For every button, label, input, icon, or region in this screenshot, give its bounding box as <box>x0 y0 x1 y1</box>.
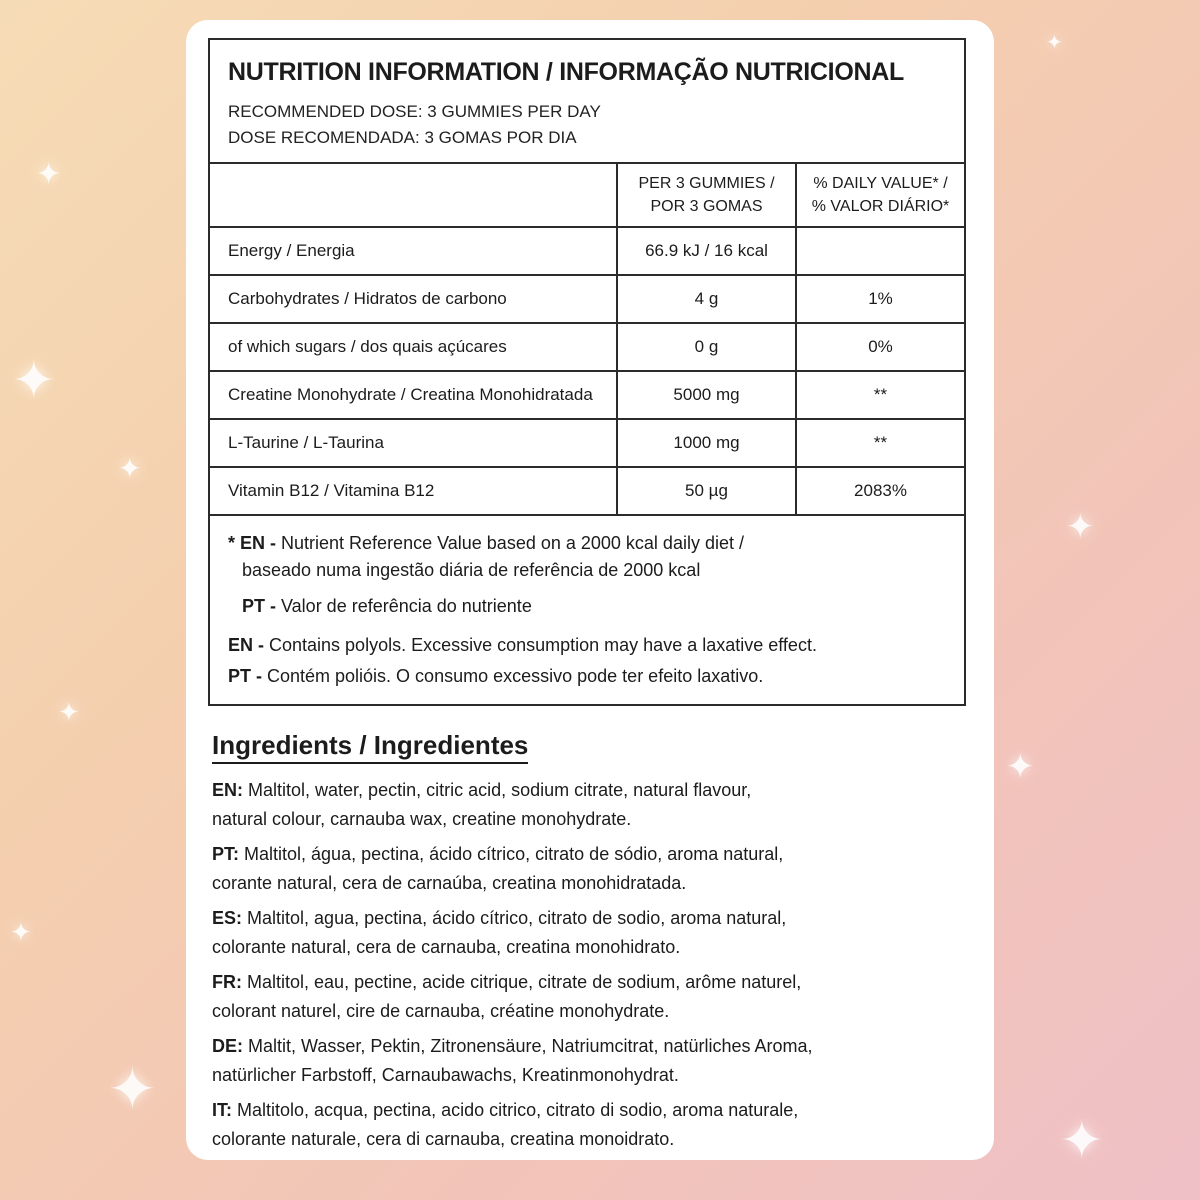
nutrient-label: of which sugars / dos quais açúcares <box>210 323 617 371</box>
header-daily-value-pt: % VALOR DIÁRIO* <box>811 198 950 215</box>
ingredient-entry <box>212 840 972 898</box>
ingredient-line: Maltitol, água, pectina, ácido cítrico, citrato de sódio, aroma natural, <box>244 844 784 864</box>
ingredient-line: corante natural, cera de carnaúba, creatina monohidratada. <box>212 873 687 893</box>
footnote-prefix: PT - <box>228 666 262 686</box>
sparkle-icon: ✦ <box>12 351 56 411</box>
ingredient-line: colorante natural, cera de carnauba, creatina monohidrato. <box>212 937 681 957</box>
nutrient-amount: 66.9 kJ / 16 kcal <box>617 227 796 275</box>
ingredient-lang: IT: <box>212 1100 232 1120</box>
ingredient-line: colorant naturel, cire de carnauba, créatine monohydrate. <box>212 1001 670 1021</box>
nutrient-label: Energy / Energia <box>210 227 617 275</box>
footnotes <box>210 516 964 704</box>
ingredient-entry <box>212 968 972 1026</box>
ingredient-entry <box>212 1032 972 1090</box>
nutrient-dv: ** <box>796 419 964 467</box>
label-card <box>186 20 994 1160</box>
ingredient-lang: DE: <box>212 1036 243 1056</box>
ingredient-lang: ES: <box>212 908 243 928</box>
nutrient-amount: 5000 mg <box>617 371 796 419</box>
nutrition-table <box>210 164 964 516</box>
header-per-serving <box>617 164 796 227</box>
sparkle-icon: ✦ <box>118 452 142 485</box>
nutrient-amount: 4 g <box>617 275 796 323</box>
nutrient-amount: 0 g <box>617 323 796 371</box>
nutrient-dv: ** <box>796 371 964 419</box>
header-daily-value-en: % DAILY VALUE* / <box>813 175 948 192</box>
nutrient-amount: 1000 mg <box>617 419 796 467</box>
ingredient-lang: EN: <box>212 780 243 800</box>
table-row <box>210 371 964 419</box>
footnote-prefix: PT - <box>242 596 276 616</box>
table-header-row <box>210 164 964 227</box>
sparkle-icon: ✦ <box>108 1055 157 1123</box>
footnote-line <box>228 663 946 690</box>
footnote-prefix: EN - <box>228 635 264 655</box>
footnote-line <box>228 632 946 659</box>
sparkle-icon: ✦ <box>10 918 32 948</box>
ingredient-line: natürlicher Farbstoff, Carnaubawachs, Kreatinmonohydrat. <box>212 1065 679 1085</box>
nutrient-amount: 50 µg <box>617 467 796 515</box>
ingredient-line: colorante naturale, cera di carnauba, creatina monoidrato. <box>212 1129 675 1149</box>
nutrient-label: L-Taurine / L-Taurina <box>210 419 617 467</box>
ingredient-lang: PT: <box>212 844 239 864</box>
header-empty-cell <box>210 164 617 227</box>
footnote-text: baseado numa ingestão diária de referência de 2000 kcal <box>242 560 701 580</box>
nutrition-header <box>210 40 964 164</box>
ingredient-entry <box>212 1096 972 1154</box>
dose-pt: DOSE RECOMENDADA: 3 GOMAS POR DIA <box>228 128 577 147</box>
footnote-line <box>228 557 946 584</box>
nutrient-dv: 1% <box>796 275 964 323</box>
sparkle-icon: ✦ <box>1046 30 1063 54</box>
ingredient-lang: FR: <box>212 972 242 992</box>
table-row <box>210 419 964 467</box>
footnote-text: Contains polyols. Excessive consumption may have a laxative effect. <box>264 635 817 655</box>
ingredient-entry <box>212 904 972 962</box>
sparkle-icon: ✦ <box>1060 1111 1104 1171</box>
sparkle-icon: ✦ <box>58 698 80 728</box>
table-row <box>210 467 964 515</box>
nutrient-label: Carbohydrates / Hidratos de carbono <box>210 275 617 323</box>
ingredient-line: Maltitol, eau, pectine, acide citrique, citrate de sodium, arôme naturel, <box>247 972 802 992</box>
ingredient-line: Maltitol, agua, pectina, ácido cítrico, citrato de sodio, aroma natural, <box>247 908 787 928</box>
footnote-text: Valor de referência do nutriente <box>276 596 532 616</box>
footnote-line <box>228 593 946 620</box>
ingredient-line: Maltitolo, acqua, pectina, acido citrico, citrato di sodio, aroma naturale, <box>237 1100 799 1120</box>
table-row <box>210 275 964 323</box>
sparkle-icon: ✦ <box>1006 747 1035 787</box>
nutrition-panel <box>208 38 966 706</box>
table-row <box>210 323 964 371</box>
nutrient-dv: 2083% <box>796 467 964 515</box>
dose-en: RECOMMENDED DOSE: 3 GUMMIES PER DAY <box>228 102 601 121</box>
ingredients-title: Ingredients / Ingredientes <box>212 730 528 764</box>
header-per-serving-en: PER 3 GUMMIES / <box>638 175 775 192</box>
nutrition-title: NUTRITION INFORMATION / INFORMAÇÃO NUTRICIONAL <box>228 58 904 86</box>
ingredient-line: Maltit, Wasser, Pektin, Zitronensäure, Natriumcitrat, natürliches Aroma, <box>248 1036 813 1056</box>
footnote-prefix: * EN - <box>228 533 277 553</box>
footnote-line <box>228 530 946 557</box>
ingredient-line: natural colour, carnauba wax, creatine monohydrate. <box>212 809 632 829</box>
sparkle-icon: ✦ <box>36 157 62 192</box>
footnote-text: Nutrient Reference Value based on a 2000 kcal daily diet / <box>276 533 744 553</box>
nutrient-dv: 0% <box>796 323 964 371</box>
table-row <box>210 227 964 275</box>
ingredient-line: Maltitol, water, pectin, citric acid, sodium citrate, natural flavour, <box>248 780 752 800</box>
ingredients-list <box>212 776 972 1160</box>
sparkle-icon: ✦ <box>1066 507 1095 547</box>
nutrient-label: Vitamin B12 / Vitamina B12 <box>210 467 617 515</box>
nutrient-label: Creatine Monohydrate / Creatina Monohidratada <box>210 371 617 419</box>
nutrient-dv <box>796 227 964 275</box>
ingredient-entry <box>212 776 972 834</box>
header-daily-value <box>796 164 964 227</box>
header-per-serving-pt: POR 3 GOMAS <box>650 198 763 215</box>
footnote-text: Contém polióis. O consumo excessivo pode ter efeito laxativo. <box>262 666 764 686</box>
